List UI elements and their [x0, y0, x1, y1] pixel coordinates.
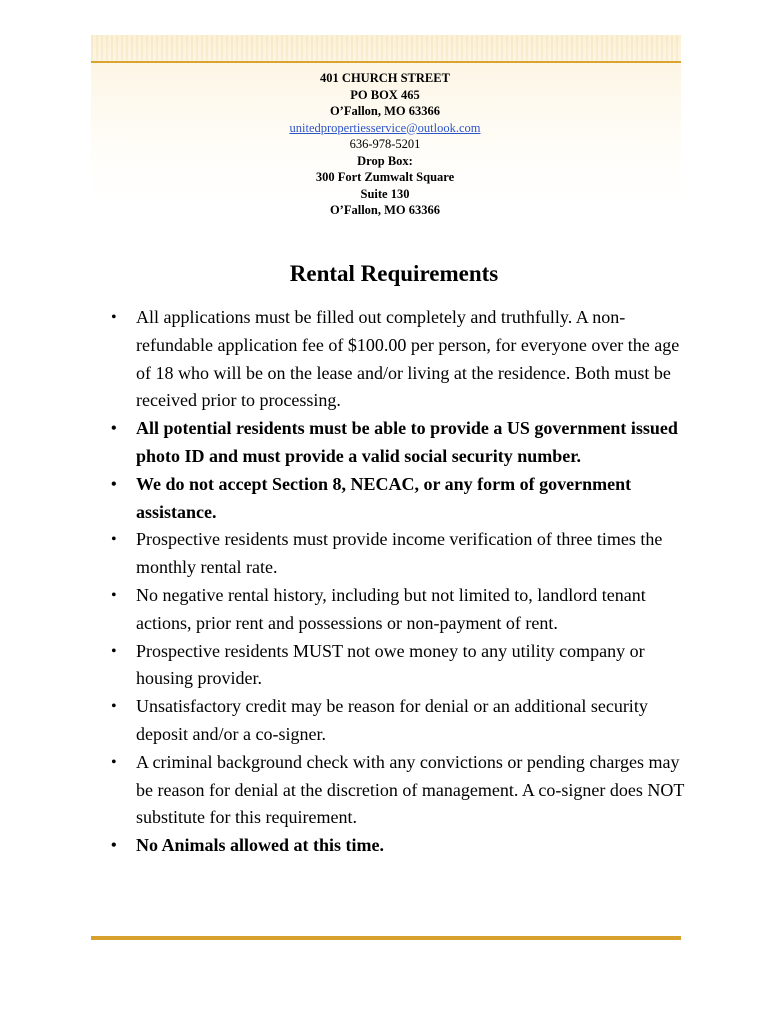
requirement-text: A criminal background check with any convictions or pending charges may be reason for denial at the discretion of management. A co-signer does NOT substitute for this requirement.	[136, 751, 684, 828]
bullet-icon: •	[111, 642, 117, 660]
page-title: Rental Requirements	[289, 261, 499, 287]
city-state-zip: O’Fallon, MO 63366	[329, 104, 441, 118]
requirement-item	[111, 304, 696, 415]
bottom-divider	[91, 936, 681, 940]
bullet-icon: •	[111, 698, 117, 716]
requirement-text: No Animals allowed at this time.	[136, 835, 385, 856]
requirement-item	[111, 526, 696, 582]
requirement-item	[111, 415, 696, 471]
requirement-item	[111, 749, 696, 832]
requirement-item	[111, 582, 696, 638]
bullet-icon: •	[111, 309, 117, 326]
requirement-item	[111, 693, 696, 749]
street-address: 401 CHURCH STREET	[320, 71, 450, 85]
letterhead-address	[0, 70, 770, 219]
bullet-icon: •	[111, 475, 117, 493]
requirement-text: Prospective residents MUST not owe money to any utility company or housing provider.	[136, 640, 645, 689]
bullet-icon: •	[111, 531, 117, 549]
top-divider	[91, 61, 681, 63]
bullet-icon: •	[111, 837, 117, 855]
requirement-text: No negative rental history, including but not limited to, landlord tenant actions, prior rent and possessions or non-payment of rent.	[136, 584, 646, 633]
requirements-list	[111, 304, 696, 860]
bullet-icon: •	[111, 753, 117, 771]
drop-box-suite: Suite 130	[360, 186, 410, 201]
drop-box-city: O’Fallon, MO 63366	[329, 203, 441, 217]
bullet-icon: •	[111, 586, 117, 604]
requirement-text: We do not accept Section 8, NECAC, or any form of government assistance.	[136, 473, 632, 522]
drop-box-label: Drop Box:	[357, 153, 413, 168]
requirement-text: Unsatisfactory credit may be reason for denial or an additional security deposit and/or a co-signer.	[136, 696, 648, 744]
requirement-text: All applications must be filled out completely and truthfully. A non-refundable application fee of $100.00 per person, for everyone over the age of 18 who will be on the lease and/or living at the residence. Both must be received prior to processing.	[136, 307, 680, 411]
drop-box-street: 300 Fort Zumwalt Square	[315, 170, 455, 184]
requirement-item	[111, 471, 696, 527]
requirement-item	[111, 832, 696, 860]
bullet-icon: •	[111, 420, 117, 438]
po-box: PO BOX 465	[350, 87, 420, 102]
requirement-item	[111, 638, 696, 694]
email-link[interactable]: unitedpropertiesservice@outlook.com	[289, 120, 481, 135]
requirement-text: Prospective residents must provide income verification of three times the monthly rental rate.	[136, 529, 663, 578]
requirement-text: All potential residents must be able to provide a US government issued photo ID and must provide a valid social security number.	[136, 418, 678, 466]
phone-number: 636-978-5201	[349, 137, 421, 151]
